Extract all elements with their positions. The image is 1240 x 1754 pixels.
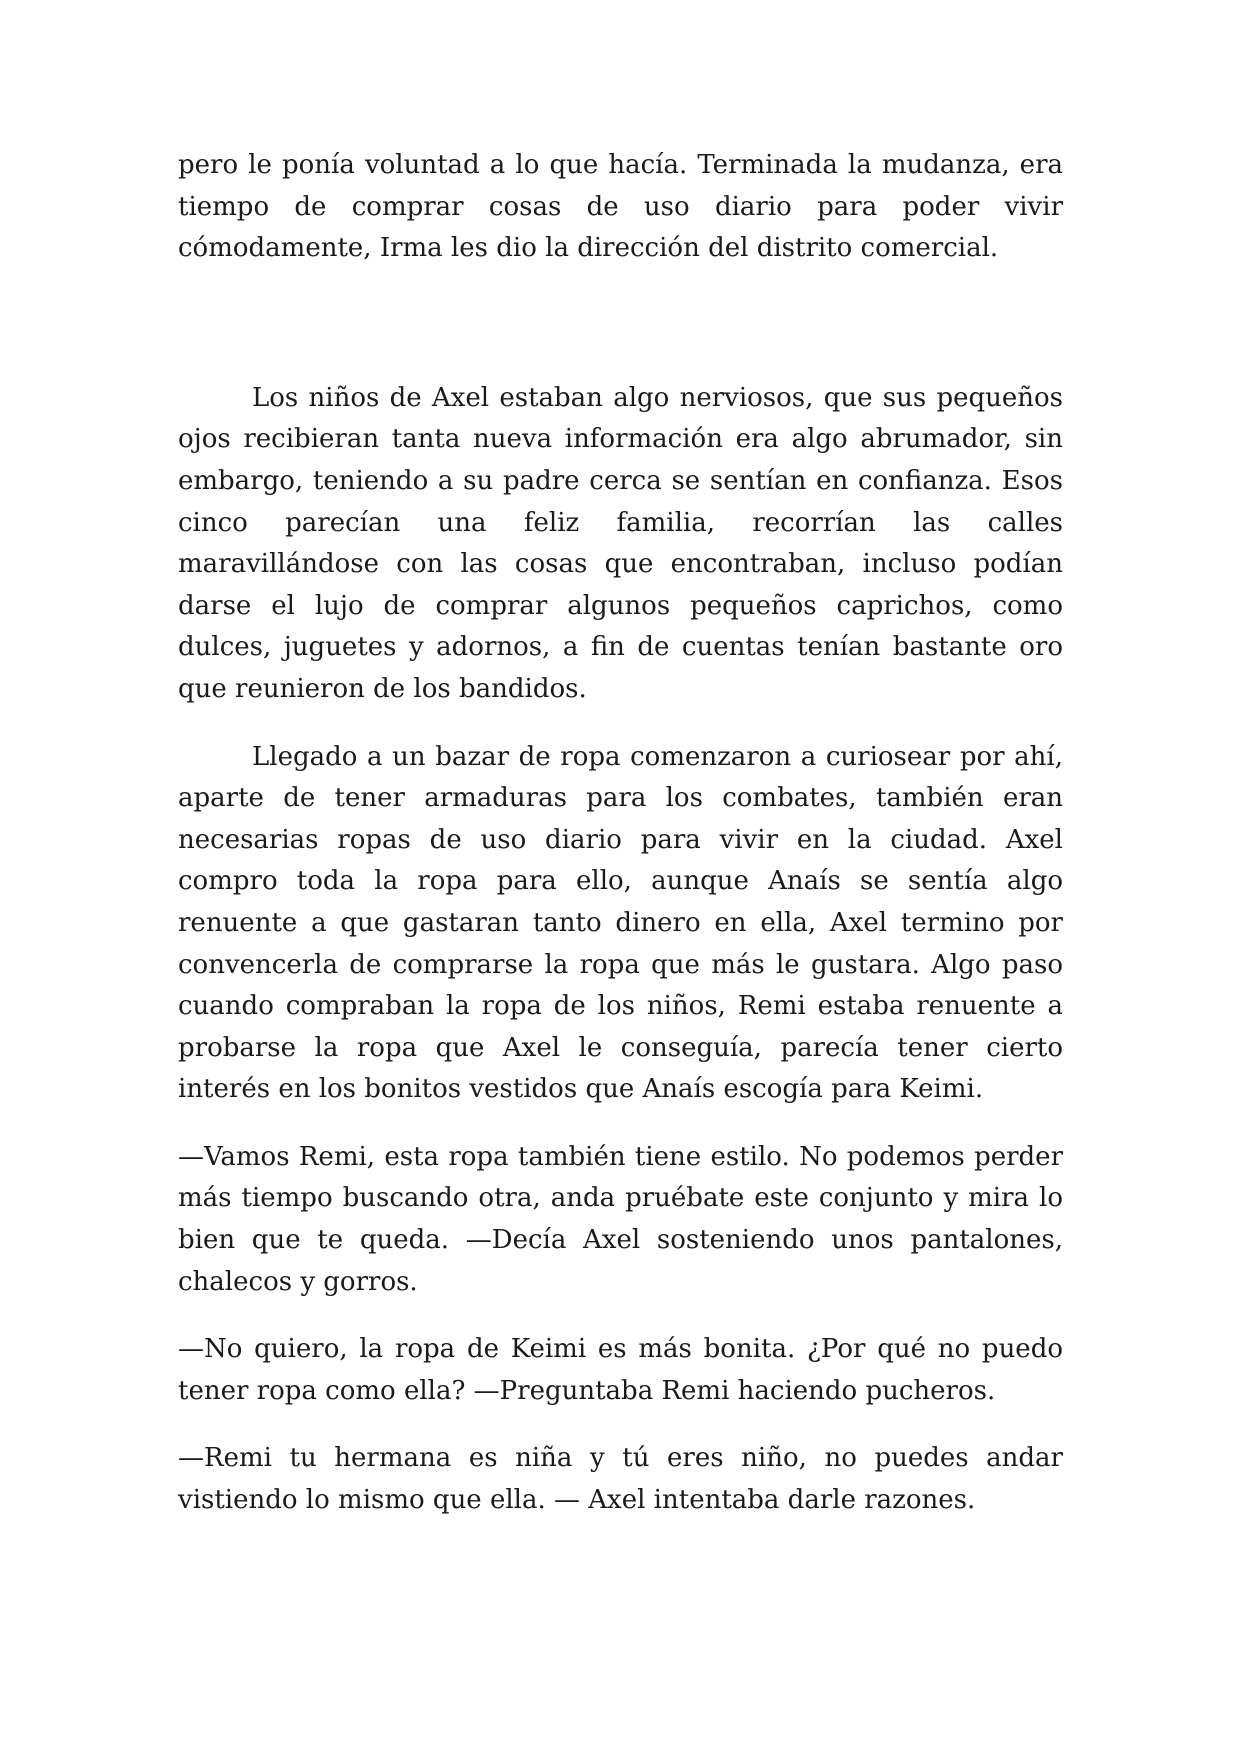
- dialogue-axel-1: —Vamos Remi, esta ropa también tiene estilo. No podemos perder más tiempo buscando otra, anda pruébate este conjunto y mira lo bien que te queda. —Decía Axel sosteniendo unos pantalones, chalecos y gorros.: [178, 1141, 1063, 1297]
- body-text: [178, 145, 1063, 1548]
- dialogue-remi-1: —No quiero, la ropa de Keimi es más bonita. ¿Por qué no puedo tener ropa como ella? —Preguntaba Remi haciendo pucheros.: [178, 1334, 1063, 1406]
- paragraph-continuation: pero le ponía voluntad a lo que hacía. Terminada la mudanza, era tiempo de comprar cosas de uso diario para poder vivir cómodamente, Irma les dio la dirección del distrito comercial.: [178, 150, 1063, 264]
- paragraph-clothing-bazaar: Llegado a un bazar de ropa comenzaron a curiosear por ahí, aparte de tener armaduras para los combates, también eran necesarias ropas de uso diario para vivir en la ciudad. Axel compro toda la ropa para ello, aunque Anaís se sentía algo renuente a que gastaran tanto dinero en ella, Axel termino por convencerla de comprarse la ropa que más le gustara. Algo paso cuando compraban la ropa de los niños, Remi estaba renuente a probarse la ropa que Axel le conseguía, parecía tener cierto interés en los bonitos vestidos que Anaís escogía para Keimi.: [178, 741, 1063, 1105]
- dialogue-axel-2: —Remi tu hermana es niña y tú eres niño, no puedes andar vistiendo lo mismo que ella. — Axel intentaba darle razones.: [178, 1443, 1063, 1516]
- paragraph-children-wandering: Los niños de Axel estaban algo nerviosos, que sus pequeños ojos recibieran tanta nueva información era algo abrumador, sin embargo, teniendo a su padre cerca se sentían en confianza. Esos cinco parecían una feliz familia, recorrían las calles maravillándose con las cosas que encontraban, incluso podían darse el lujo de comprar algunos pequeños caprichos, como dulces, juguetes y adornos, a fin de cuentas tenían bastante oro que reunieron de los bandidos.: [178, 382, 1063, 704]
